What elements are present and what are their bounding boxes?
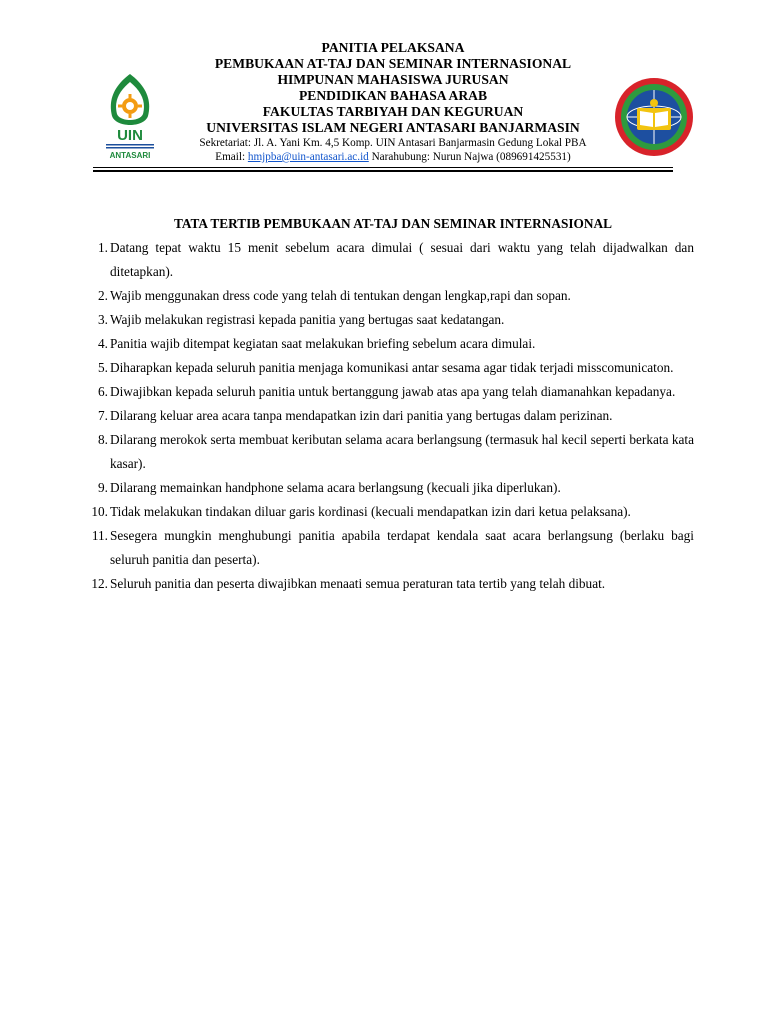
rule-number: 7.	[98, 408, 108, 423]
rule-text: Seluruh panitia dan peserta diwajibkan menaati semua peraturan tata tertib yang telah dibuat.	[110, 576, 606, 591]
rule-item	[80, 308, 694, 332]
rule-text: Wajib menggunakan dress code yang telah di tentukan dengan lengkap,rapi dan sopan.	[110, 288, 571, 303]
email-link[interactable]: hmjpba@uin-antasari.ac.id	[247, 151, 369, 163]
rule-number: 2.	[98, 288, 108, 303]
rule-number: 5.	[98, 360, 108, 375]
rule-item	[80, 380, 694, 404]
rule-item	[80, 284, 694, 308]
rule-number: 3.	[98, 312, 108, 327]
document-title: TATA TERTIB PEMBUKAAN AT-TAJ DAN SEMINAR INTERNASIONAL	[174, 216, 612, 231]
university-name: UNIVERSITAS ISLAM NEGERI ANTASARI BANJARMASIN	[206, 120, 580, 135]
letterhead	[0, 0, 768, 175]
rule-item	[80, 428, 694, 476]
svg-text:ANTASARI: ANTASARI	[109, 151, 151, 160]
letterhead-divider-thick	[93, 170, 673, 172]
email-label: Email:	[215, 151, 248, 163]
rule-item	[80, 476, 694, 500]
rule-item	[80, 500, 694, 524]
rules-list	[80, 236, 694, 596]
rule-number: 4.	[98, 336, 108, 351]
contact-line	[150, 150, 636, 164]
letterhead-text	[150, 40, 636, 164]
contact-person: Narahubung: Nurun Najwa (089691425531)	[368, 151, 571, 163]
rule-text: Panitia wajib ditempat kegiatan saat melakukan briefing sebelum acara dimulai.	[110, 336, 536, 351]
uin-antasari-logo	[104, 72, 156, 164]
faculty-name: FAKULTAS TARBIYAH DAN KEGURUAN	[262, 104, 524, 119]
rule-text: Dilarang merokok serta membuat keributan selama acara berlangsung (termasuk hal kecil seperti berkata kata kasar).	[110, 432, 694, 471]
rule-text: Datang tepat waktu 15 menit sebelum acara dimulai ( sesuai dari waktu yang telah dijadwalkan dan ditetapkan).	[110, 240, 694, 279]
rule-text: Diwajibkan kepada seluruh panitia untuk bertanggung jawab atas apa yang telah diamanahkan kepadanya.	[110, 384, 676, 399]
rule-text: Dilarang keluar area acara tanpa mendapatkan izin dari panitia yang bertugas dalam perizinan.	[110, 408, 613, 423]
letterhead-divider-thin	[93, 167, 673, 168]
rule-item	[80, 404, 694, 428]
rule-item	[80, 332, 694, 356]
rule-text: Dilarang memainkan handphone selama acara berlangsung (kecuali jika diperlukan).	[110, 480, 561, 495]
rule-item	[80, 572, 694, 596]
rule-number: 10.	[91, 504, 108, 519]
rule-item	[80, 356, 694, 380]
rule-number: 6.	[98, 384, 108, 399]
rule-text: Sesegera mungkin menghubungi panitia apabila terdapat kendala saat acara berlangsung (berlaku bagi seluruh panitia dan peserta).	[110, 528, 694, 567]
department-name: PENDIDIKAN BAHASA ARAB	[298, 88, 488, 103]
rule-text: Diharapkan kepada seluruh panitia menjaga komunikasi antar sesama agar tidak terjadi misscomunicaton.	[110, 360, 674, 375]
hmj-pba-logo	[613, 76, 695, 158]
rule-number: 12.	[91, 576, 108, 591]
rule-text: Wajib melakukan registrasi kepada panitia yang bertugas saat kedatangan.	[110, 312, 505, 327]
event-name: PEMBUKAAN AT-TAJ DAN SEMINAR INTERNASIONAL	[214, 56, 572, 71]
rule-number: 8.	[98, 432, 108, 447]
rule-number: 11.	[91, 528, 108, 543]
rule-number: 9.	[98, 480, 108, 495]
organization-name: HIMPUNAN MAHASISWA JURUSAN	[277, 72, 509, 87]
rule-item	[80, 236, 694, 284]
rule-number: 1.	[98, 240, 108, 255]
svg-text:UIN: UIN	[117, 127, 143, 144]
address-line: Sekretariat: Jl. A. Yani Km. 4,5 Komp. UIN Antasari Banjarmasin Gedung Lokal PBA	[199, 137, 587, 149]
committee-name: PANITIA PELAKSANA	[321, 40, 465, 55]
rule-text: Tidak melakukan tindakan diluar garis kordinasi (kecuali mendapatkan izin dari ketua pelaksana).	[110, 504, 631, 519]
rule-item	[80, 524, 694, 572]
